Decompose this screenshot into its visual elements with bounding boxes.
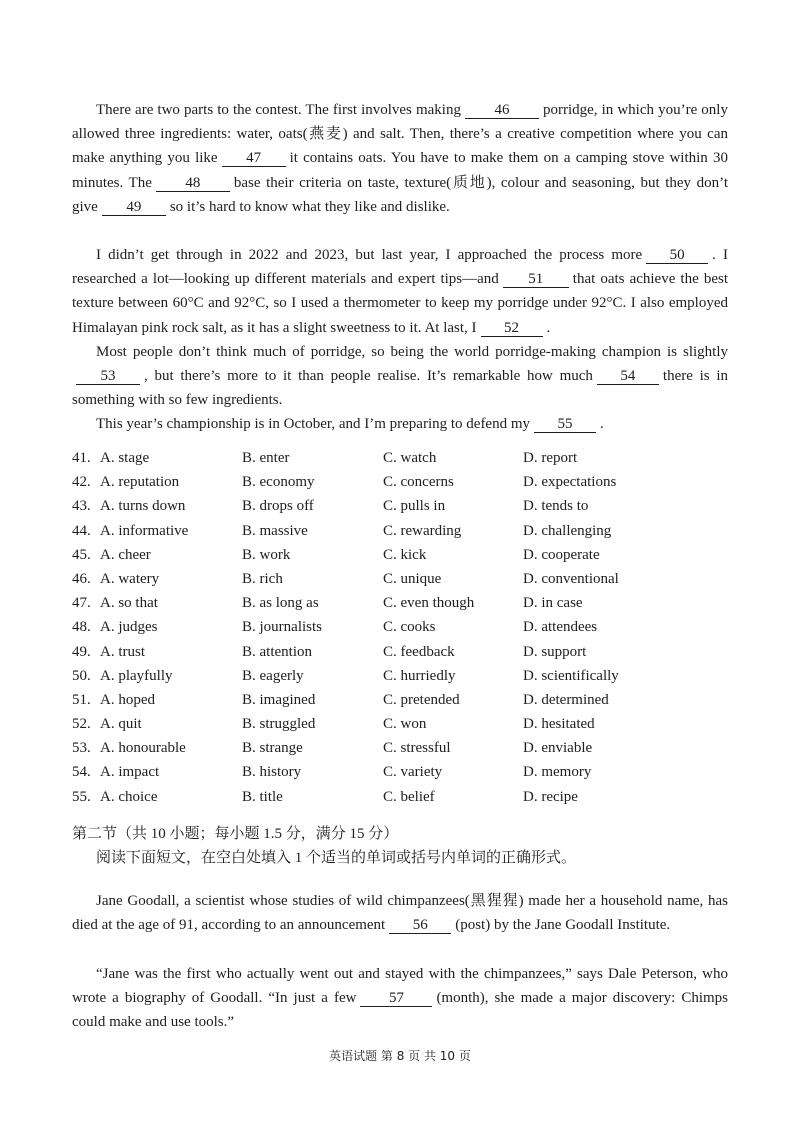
page-footer: 英语试题 第 8 页 共 10 页 [329, 1049, 471, 1063]
blank-56: 56 [389, 917, 451, 934]
blank-49: 49 [102, 199, 166, 216]
option-d: D. recipe [523, 788, 578, 805]
option-b: B. enter [242, 450, 290, 466]
option-row [72, 712, 692, 736]
question-number: 51. [72, 691, 91, 708]
option-c: C. variety [383, 764, 443, 781]
option-b: B. title [242, 788, 283, 805]
option-row [72, 736, 692, 760]
option-d: D. hesitated [523, 716, 595, 733]
option-a: A. honourable [100, 740, 186, 757]
option-a: A. watery [100, 570, 160, 587]
option-c: C. watch [383, 450, 437, 466]
question-number: 43. [72, 498, 91, 515]
option-d: D. enviable [523, 740, 593, 757]
option-row [72, 785, 692, 809]
option-c: C. unique [383, 570, 442, 587]
option-row [72, 543, 692, 567]
option-b: B. economy [242, 474, 315, 491]
option-c: C. even though [383, 595, 475, 612]
option-d: D. expectations [523, 474, 617, 491]
blank-47: 47 [222, 150, 286, 167]
blank-46: 46 [465, 102, 539, 119]
option-b: B. strange [242, 740, 303, 757]
blank-55: 55 [534, 416, 596, 433]
option-d: D. conventional [523, 570, 619, 587]
passage1-paragraph-1: There are two parts to the contest. The first involves making 46 porridge, in which you’re only allowed three ingredients: water, oats(燕麦) and salt. Then, there’s a creative competition where you can make anything you like 47 it contains oats. You have to make them on a camping stove within 30 minutes. The 48 base their criteria on taste, texture(质地), colour and seasoning, but they don’t give 49 so it’s hard to know what they like and dislike. [72, 102, 728, 215]
option-c: C. concerns [383, 474, 454, 491]
option-a: A. hoped [100, 691, 155, 708]
option-a: A. reputation [100, 474, 180, 491]
option-row [72, 640, 692, 664]
option-c: C. belief [383, 788, 435, 805]
passage2-paragraph-1: Jane Goodall, a scientist whose studies of wild chimpanzees(黑猩猩) made her a household name, has died at the age of 91, according to an announcement 56 (post) by the Jane Goodall Institute. [72, 893, 728, 934]
option-b: B. struggled [242, 716, 316, 733]
option-b: B. work [242, 546, 291, 563]
option-c: C. feedback [383, 643, 455, 660]
option-a: A. cheer [100, 546, 151, 563]
option-c: C. pretended [383, 691, 460, 708]
question-number: 50. [72, 667, 91, 684]
question-number: 47. [72, 595, 91, 612]
option-c: C. rewarding [383, 522, 462, 539]
option-c: C. hurriedly [383, 667, 456, 684]
section-2-instruction: 阅读下面短文，在空白处填入 1 个适当的单词或括号内单词的正确形式。 [96, 850, 577, 866]
option-row [72, 760, 692, 784]
passage1-paragraph-2: I didn’t get through in 2022 and 2023, but last year, I approached the process more 50 . I researched a lot—looking up different materials and expert tips—and 51 that oats achieve the best texture between 60°C and 92°C, so I used a thermometer to keep my porridge under 92°C. I also employed Himalayan pink rock salt, as it has a slight sweetness to it. At last, I 52 . [72, 247, 729, 336]
option-row [72, 470, 692, 494]
option-a: A. trust [100, 643, 145, 660]
option-c: C. stressful [383, 740, 451, 757]
option-c: C. kick [383, 546, 427, 563]
option-b: B. history [242, 764, 302, 781]
question-number: 49. [72, 643, 91, 660]
option-b: B. journalists [242, 619, 323, 636]
section-2-title: 第二节（共 10 小题；每小题 1.5 分，满分 15 分） [72, 826, 399, 842]
option-row [72, 446, 692, 470]
options-table [72, 446, 692, 809]
question-number: 42. [72, 474, 91, 491]
option-a: A. informative [100, 522, 189, 539]
question-number: 53. [72, 740, 91, 757]
option-c: C. won [383, 716, 427, 733]
question-number: 44. [72, 522, 91, 539]
option-d: D. memory [523, 764, 592, 781]
passage1-paragraph-3: Most people don’t think much of porridge, so being the world porridge-making champion is slightly53 , but there’s more to it than people realise. It’s remarkable how much 54 there is in something with so few ingredients. [72, 344, 729, 409]
option-row [72, 519, 692, 543]
question-number: 55. [72, 788, 91, 805]
option-a: A. turns down [100, 498, 186, 515]
option-a: A. stage [100, 450, 150, 466]
option-a: A. so that [100, 595, 158, 612]
option-a: A. playfully [100, 667, 173, 684]
option-b: B. attention [242, 643, 312, 660]
option-b: B. eagerly [242, 667, 304, 684]
question-number: 45. [72, 546, 91, 563]
blank-54: 54 [597, 368, 659, 385]
option-a: A. choice [100, 788, 158, 805]
blank-50: 50 [646, 247, 708, 264]
passage2-paragraph-2: “Jane was the first who actually went out and stayed with the chimpanzees,” says Dale Peterson, who wrote a biography of Goodall. “In just a few 57 (month), she made a major discovery: Chimps could make and use tools.” [72, 966, 728, 1031]
blank-57: 57 [360, 990, 432, 1007]
option-c: C. cooks [383, 619, 436, 636]
option-d: D. scientifically [523, 667, 619, 684]
option-d: D. in case [523, 595, 583, 612]
option-b: B. rich [242, 570, 283, 587]
option-row [72, 688, 692, 712]
option-d: D. challenging [523, 522, 612, 539]
option-c: C. pulls in [383, 498, 446, 515]
option-row [72, 591, 692, 615]
question-number: 52. [72, 716, 91, 733]
option-a: A. quit [100, 716, 142, 733]
option-a: A. judges [100, 619, 158, 636]
option-a: A. impact [100, 764, 160, 781]
option-b: B. imagined [242, 691, 316, 708]
question-number: 48. [72, 619, 91, 636]
blank-53: 53 [76, 368, 140, 385]
question-number: 41. [72, 450, 91, 466]
option-b: B. massive [242, 522, 308, 539]
option-row [72, 567, 692, 591]
option-d: D. tends to [523, 498, 589, 515]
option-d: D. support [523, 643, 587, 660]
option-d: D. report [523, 450, 578, 466]
option-d: D. attendees [523, 619, 598, 636]
blank-48: 48 [156, 175, 230, 192]
option-row [72, 615, 692, 639]
passage1-paragraph-4: This year’s championship is in October, and I’m preparing to defend my 55 . [96, 416, 604, 432]
option-d: D. determined [523, 691, 609, 708]
option-d: D. cooperate [523, 546, 600, 563]
option-row [72, 494, 692, 518]
option-b: B. as long as [242, 595, 319, 612]
blank-51: 51 [503, 271, 569, 288]
question-number: 54. [72, 764, 91, 781]
option-row [72, 664, 692, 688]
option-b: B. drops off [242, 498, 314, 515]
question-number: 46. [72, 570, 91, 587]
blank-52: 52 [481, 320, 543, 337]
